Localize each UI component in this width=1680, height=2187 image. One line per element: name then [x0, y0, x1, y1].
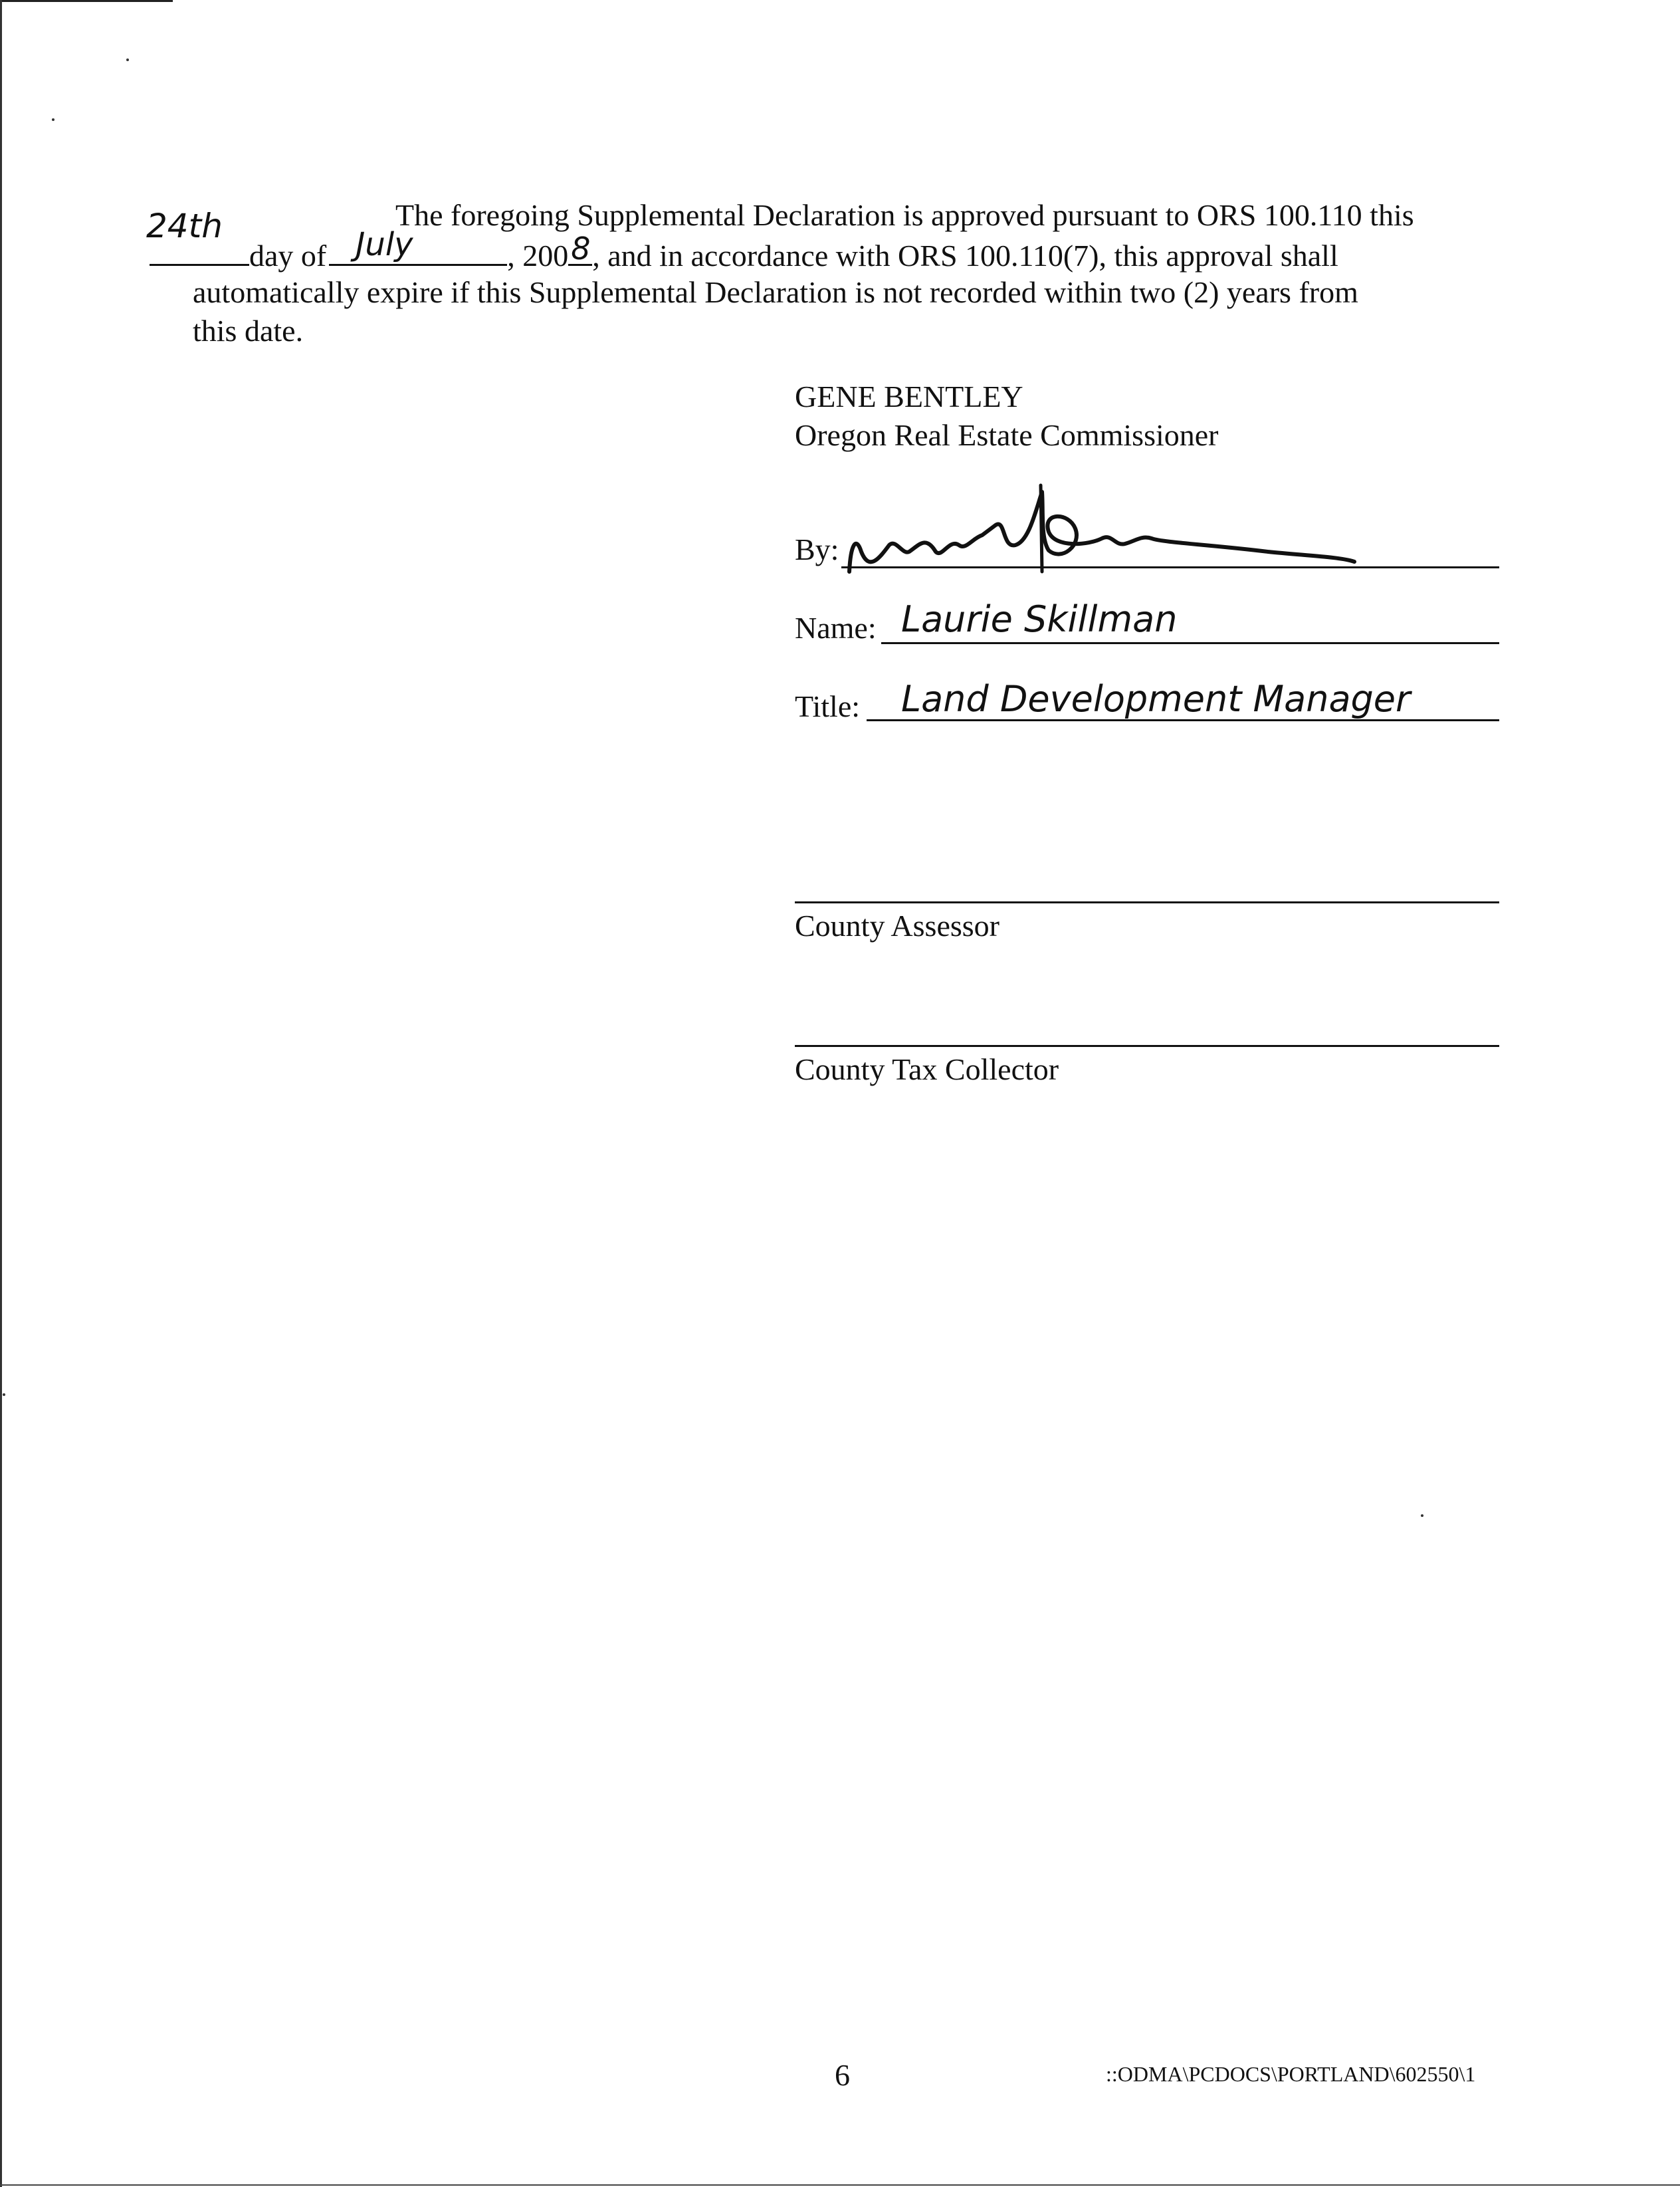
name-signature-line	[881, 642, 1499, 644]
title-handwritten: Land Development Manager	[901, 678, 1411, 720]
year-prefix: , 200	[507, 239, 569, 273]
signatory-title: Oregon Real Estate Commissioner	[795, 418, 1219, 452]
scan-speck	[1421, 1514, 1423, 1517]
approval-line-1: The foregoing Supplemental Declaration is approved pursuant to ORS 100.110 this	[395, 198, 1414, 232]
year-blank	[568, 231, 592, 267]
county-assessor-line	[795, 901, 1499, 903]
year-handwritten: 8	[571, 231, 591, 267]
county-tax-collector-line	[795, 1045, 1499, 1047]
month-handwritten: July	[356, 226, 413, 263]
county-assessor-label: County Assessor	[795, 909, 999, 943]
day-label: day of	[249, 239, 327, 273]
name-label: Name:	[795, 611, 877, 645]
scan-speck	[3, 1393, 5, 1396]
day-handwritten: 24th	[146, 207, 223, 245]
month-blank	[329, 226, 507, 266]
handwritten-signature	[843, 472, 1361, 585]
scan-speck	[52, 118, 54, 121]
signatory-name: GENE BENTLEY	[795, 380, 1023, 413]
scan-edge-bottom	[0, 2184, 1680, 2186]
approval-line-2-rest: , and in accordance with ORS 100.110(7), this approval shall	[592, 239, 1338, 273]
approval-line-3: automatically expire if this Supplemental Declaration is not recorded within two (2) years from	[193, 275, 1358, 309]
approval-line-4: this date.	[193, 314, 304, 348]
day-blank	[146, 207, 249, 266]
scan-edge-top	[0, 0, 173, 2]
scan-speck	[126, 58, 129, 61]
scan-edge-left	[0, 0, 2, 2187]
document-path: ::ODMA\PCDOCS\PORTLAND\602550\1	[1106, 2062, 1476, 2086]
county-tax-collector-label: County Tax Collector	[795, 1052, 1059, 1086]
title-label: Title:	[795, 689, 861, 723]
by-label: By:	[795, 532, 839, 566]
page-number: 6	[835, 2058, 850, 2092]
name-handwritten: Laurie Skillman	[901, 598, 1178, 640]
